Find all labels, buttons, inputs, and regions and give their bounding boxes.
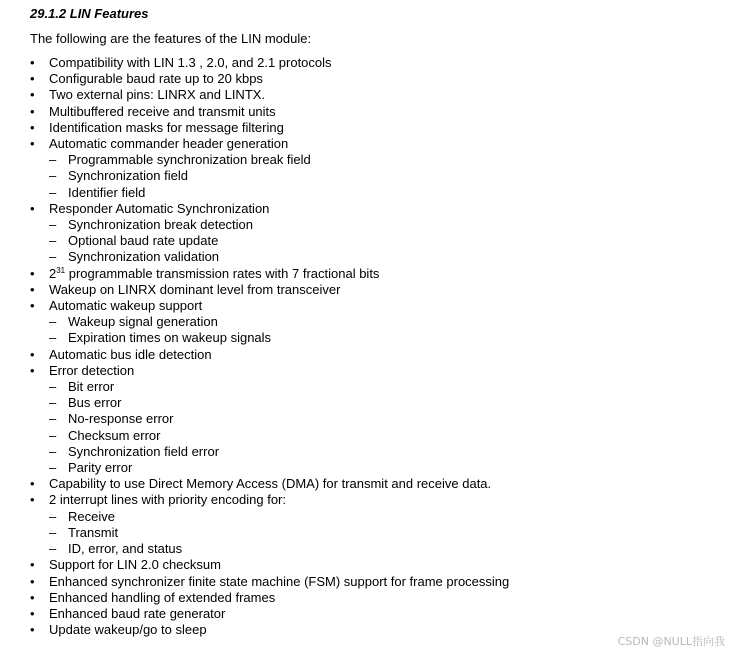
dash-icon: – bbox=[49, 152, 57, 168]
bullet-icon: • bbox=[30, 573, 35, 589]
feature-item bbox=[30, 87, 730, 103]
bullet-icon: • bbox=[30, 136, 35, 152]
feature-text bbox=[49, 266, 379, 281]
feature-text: Enhanced baud rate generator bbox=[49, 605, 226, 621]
feature-base: 2 bbox=[49, 265, 57, 281]
feature-text: Automatic wakeup support bbox=[49, 298, 203, 314]
feature-text: Capability to use Direct Memory Access (DMA) for transmit and receive data. bbox=[49, 476, 492, 492]
sub-feature-item bbox=[49, 460, 730, 476]
dash-icon: – bbox=[49, 217, 57, 233]
sub-feature-text: Synchronization field error bbox=[68, 443, 220, 459]
feature-item bbox=[30, 476, 730, 492]
feature-item bbox=[30, 120, 730, 136]
intro-paragraph: The following are the features of the LIN module: bbox=[30, 31, 312, 46]
sub-feature-list bbox=[49, 509, 730, 558]
bullet-icon: • bbox=[30, 103, 35, 119]
section-heading: 29.1.2 LIN Features bbox=[30, 6, 149, 21]
feature-text: Automatic bus idle detection bbox=[49, 346, 212, 362]
dash-icon: – bbox=[49, 508, 57, 524]
sub-feature-text: Bus error bbox=[68, 395, 122, 411]
sub-feature-item bbox=[49, 411, 730, 427]
sub-feature-item bbox=[49, 330, 730, 346]
sub-feature-text: No-response error bbox=[68, 411, 174, 427]
sub-feature-list bbox=[49, 314, 730, 346]
feature-item bbox=[30, 574, 730, 590]
feature-text: Support for LIN 2.0 checksum bbox=[49, 557, 221, 573]
dash-icon: – bbox=[49, 524, 57, 540]
dash-icon: – bbox=[49, 184, 57, 200]
feature-item bbox=[30, 136, 730, 201]
feature-text: Two external pins: LINRX and LINTX. bbox=[49, 87, 266, 103]
feature-item bbox=[30, 347, 730, 363]
feature-text: Update wakeup/go to sleep bbox=[49, 622, 207, 638]
bullet-icon: • bbox=[30, 265, 35, 281]
sub-feature-list bbox=[49, 217, 730, 266]
feature-exponent: 31 bbox=[56, 265, 66, 275]
feature-item bbox=[30, 363, 730, 476]
sub-feature-text: Wakeup signal generation bbox=[68, 314, 218, 330]
feature-text: Identification masks for message filtering bbox=[49, 119, 284, 135]
sub-feature-item bbox=[49, 541, 730, 557]
sub-feature-text: Synchronization validation bbox=[68, 249, 220, 265]
feature-item bbox=[30, 606, 730, 622]
sub-feature-item bbox=[49, 233, 730, 249]
feature-text: Enhanced synchronizer finite state machine (FSM) support for frame processing bbox=[49, 573, 510, 589]
sub-feature-item bbox=[49, 525, 730, 541]
feature-item bbox=[30, 590, 730, 606]
sub-feature-text: Receive bbox=[68, 508, 115, 524]
feature-text: Automatic commander header generation bbox=[49, 136, 289, 152]
bullet-icon: • bbox=[30, 557, 35, 573]
bullet-icon: • bbox=[30, 71, 35, 87]
sub-feature-text: Transmit bbox=[68, 524, 119, 540]
sub-feature-text: ID, error, and status bbox=[68, 541, 183, 557]
dash-icon: – bbox=[49, 460, 57, 476]
sub-feature-text: Identifier field bbox=[68, 184, 146, 200]
feature-text: Enhanced handling of extended frames bbox=[49, 589, 276, 605]
sub-feature-text: Synchronization field bbox=[68, 168, 188, 184]
dash-icon: – bbox=[49, 395, 57, 411]
feature-text: Responder Automatic Synchronization bbox=[49, 200, 270, 216]
bullet-icon: • bbox=[30, 281, 35, 297]
sub-feature-item bbox=[49, 314, 730, 330]
feature-item bbox=[30, 104, 730, 120]
sub-feature-item bbox=[49, 152, 730, 168]
feature-list bbox=[30, 55, 730, 638]
dash-icon: – bbox=[49, 443, 57, 459]
bullet-icon: • bbox=[30, 492, 35, 508]
bullet-icon: • bbox=[30, 589, 35, 605]
bullet-icon: • bbox=[30, 200, 35, 216]
feature-text: Configurable baud rate up to 20 kbps bbox=[49, 71, 263, 87]
dash-icon: – bbox=[49, 233, 57, 249]
feature-item bbox=[30, 201, 730, 266]
sub-feature-item bbox=[49, 217, 730, 233]
bullet-icon: • bbox=[30, 476, 35, 492]
bullet-icon: • bbox=[30, 622, 35, 638]
feature-rest: programmable transmission rates with 7 fractional bits bbox=[65, 265, 380, 281]
sub-feature-text: Bit error bbox=[68, 379, 115, 395]
feature-item bbox=[30, 492, 730, 557]
feature-item bbox=[30, 71, 730, 87]
dash-icon: – bbox=[49, 168, 57, 184]
feature-item bbox=[30, 55, 730, 71]
bullet-icon: • bbox=[30, 605, 35, 621]
bullet-icon: • bbox=[30, 55, 35, 70]
feature-item bbox=[30, 298, 730, 347]
sub-feature-text: Checksum error bbox=[68, 427, 161, 443]
dash-icon: – bbox=[49, 330, 57, 346]
feature-text: Wakeup on LINRX dominant level from transceiver bbox=[49, 281, 341, 297]
sub-feature-text: Expiration times on wakeup signals bbox=[68, 330, 272, 346]
feature-text: Error detection bbox=[49, 362, 135, 378]
dash-icon: – bbox=[49, 427, 57, 443]
sub-feature-item bbox=[49, 185, 730, 201]
bullet-icon: • bbox=[30, 346, 35, 362]
sub-feature-text: Programmable synchronization break field bbox=[68, 152, 311, 168]
feature-item bbox=[30, 282, 730, 298]
feature-text: Compatibility with LIN 1.3 , 2.0, and 2.1 protocols bbox=[49, 55, 332, 70]
sub-feature-list bbox=[49, 152, 730, 201]
sub-feature-text: Synchronization break detection bbox=[68, 217, 254, 233]
feature-text: 2 interrupt lines with priority encoding for: bbox=[49, 492, 287, 508]
sub-feature-text: Optional baud rate update bbox=[68, 233, 219, 249]
dash-icon: – bbox=[49, 314, 57, 330]
sub-feature-item bbox=[49, 249, 730, 265]
dash-icon: – bbox=[49, 541, 57, 557]
sub-feature-item bbox=[49, 428, 730, 444]
dash-icon: – bbox=[49, 379, 57, 395]
sub-feature-item bbox=[49, 444, 730, 460]
dash-icon: – bbox=[49, 411, 57, 427]
sub-feature-list bbox=[49, 379, 730, 476]
bullet-icon: • bbox=[30, 87, 35, 103]
sub-feature-item bbox=[49, 168, 730, 184]
feature-item bbox=[30, 266, 730, 282]
bullet-icon: • bbox=[30, 298, 35, 314]
sub-feature-text: Parity error bbox=[68, 460, 133, 476]
document-body bbox=[30, 5, 730, 638]
dash-icon: – bbox=[49, 249, 57, 265]
bullet-icon: • bbox=[30, 119, 35, 135]
feature-item bbox=[30, 557, 730, 573]
bullet-icon: • bbox=[30, 362, 35, 378]
sub-feature-item bbox=[49, 509, 730, 525]
watermark: CSDN @NULL指向我 bbox=[617, 635, 725, 648]
feature-text: Multibuffered receive and transmit units bbox=[49, 103, 276, 119]
sub-feature-item bbox=[49, 395, 730, 411]
sub-feature-item bbox=[49, 379, 730, 395]
